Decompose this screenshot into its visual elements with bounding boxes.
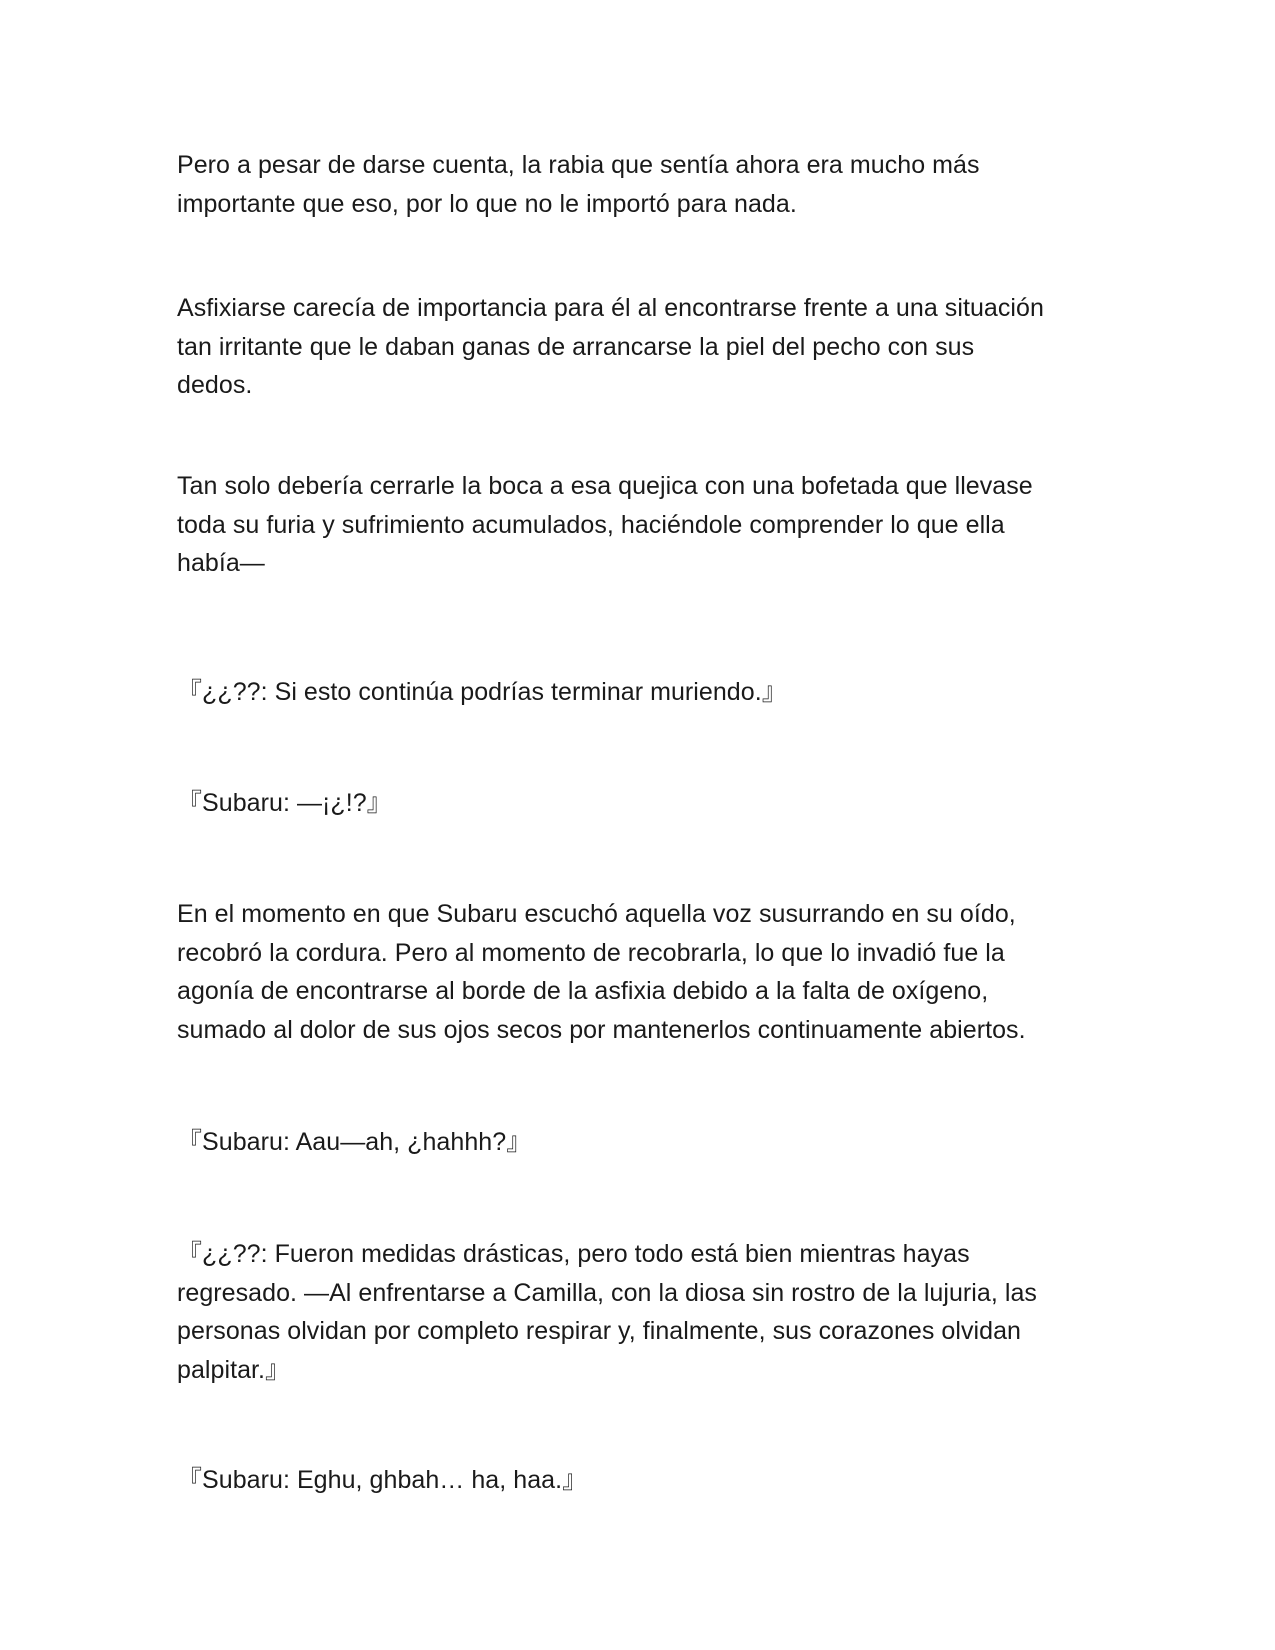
narration-paragraph [177,289,1107,405]
dialogue-paragraph [177,1235,1107,1389]
text-line: Asfixiarse carecía de importancia para él al encontrarse frente a una situación [177,294,1044,322]
text-line: 『Subaru: Eghu, ghbah… ha, haa.』 [177,1466,588,1494]
text-line: dedos. [177,371,253,399]
text-line: Tan solo debería cerrarle la boca a esa quejica con una bofetada que llevase [177,472,1033,500]
text-line: había— [177,549,265,577]
text-line: Pero a pesar de darse cuenta, la rabia que sentía ahora era mucho más [177,151,980,179]
text-line: 『¿¿??: Si esto continúa podrías terminar muriendo.』 [177,678,787,706]
text-line: palpitar.』 [177,1355,291,1384]
text-line: toda su furia y sufrimiento acumulados, haciéndole comprender lo que ella [177,510,1005,539]
narration-paragraph [177,146,1107,223]
text-line: tan irritante que le daban ganas de arrancarse la piel del pecho con sus [177,332,975,361]
text-line: agonía de encontrarse al borde de la asfixia debido a la falta de oxígeno, [177,977,989,1005]
text-line: sumado al dolor de sus ojos secos por mantenerlos continuamente abiertos. [177,1015,1026,1044]
text-line: En el momento en que Subaru escuchó aquella voz susurrando en su oído, [177,900,1016,928]
narration-paragraph [177,467,1107,583]
text-line: recobró la cordura. Pero al momento de recobrarla, lo que lo invadió fue la [177,938,1005,967]
dialogue-line [177,784,1107,823]
text-line: 『Subaru: Aau—ah, ¿hahhh?』 [177,1128,532,1156]
text-line: 『¿¿??: Fueron medidas drásticas, pero todo está bien mientras hayas [177,1240,970,1268]
text-line: regresado. —Al enfrentarse a Camilla, con la diosa sin rostro de la lujuria, las [177,1278,1037,1307]
dialogue-line [177,1123,1107,1162]
text-line: importante que eso, por lo que no le importó para nada. [177,189,797,218]
narration-paragraph [177,895,1107,1049]
text-line: 『Subaru: —¡¿!?』 [177,789,392,817]
dialogue-line [177,1461,1107,1500]
dialogue-line [177,673,1107,712]
text-line: personas olvidan por completo respirar y, finalmente, sus corazones olvidan [177,1317,1021,1345]
